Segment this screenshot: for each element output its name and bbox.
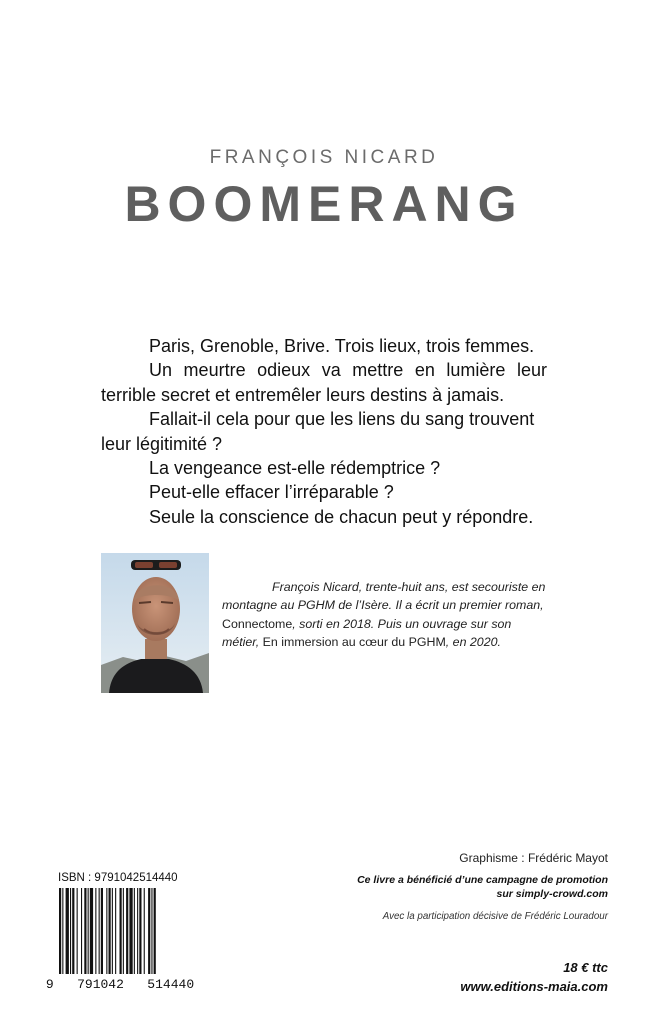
blurb-line: Fallait-il cela pour que les liens du sang trouvent leur légitimité ? (101, 409, 535, 454)
barcode-bar (62, 888, 63, 976)
barcode-bar (134, 888, 135, 976)
promotion-note (308, 873, 608, 901)
barcode-bar (144, 888, 145, 976)
barcode-digits: 9 791042 514440 (45, 977, 195, 992)
barcode (45, 888, 195, 993)
barcode-bar (81, 888, 82, 976)
barcode-bar (70, 888, 71, 976)
barcode-bar (106, 888, 107, 976)
barcode-bar (95, 888, 96, 976)
promotion-line: Ce livre a bénéficié d’une campagne de promotion (357, 874, 608, 886)
barcode-bar (112, 888, 113, 976)
bio-text: , sorti en 2018. Puis un ouvrage sur son métier, (222, 616, 512, 649)
barcode-bar (72, 888, 74, 976)
barcode-bar (137, 888, 138, 976)
barcode-bar (148, 888, 150, 976)
publisher-website: www.editions-maia.com (460, 979, 608, 994)
barcode-bar (99, 888, 100, 976)
promotion-line: sur simply-crowd.com (496, 888, 608, 900)
isbn-label: ISBN : 9791042514440 (58, 872, 178, 884)
author-name: FRANÇOIS NICARD (209, 147, 439, 168)
author-photo (101, 553, 209, 693)
barcode-bar (154, 888, 156, 976)
barcode-bar (84, 888, 86, 976)
barcode-bar (123, 888, 124, 976)
barcode-bar (109, 888, 111, 976)
bio-book-title: Connectome (222, 616, 293, 631)
barcode-bar (139, 888, 141, 976)
barcode-bar (88, 888, 89, 976)
barcode-bar (129, 888, 132, 976)
graphisme-credit: Graphisme : Frédéric Mayot (459, 851, 608, 865)
blurb-line: La vengeance est-elle rédemptrice ? (149, 458, 441, 479)
bio-text: François Nicard, trente-huit ans, est secouriste en montagne au PGHM de l’Isère. Il a écrit un premier roman, (222, 580, 546, 613)
barcode-bar (90, 888, 93, 976)
barcode-bar (126, 888, 128, 976)
participation-credit: Avec la participation décisive de Frédéric Louradour (382, 911, 608, 922)
barcode-bar (120, 888, 122, 976)
barcode-bar (115, 888, 116, 976)
barcode-bar (66, 888, 69, 976)
blurb-line: Seule la conscience de chacun peut y répondre. (149, 506, 534, 527)
bio-text: , en 2020. (445, 634, 501, 649)
back-cover-blurb (101, 334, 547, 529)
blurb-line: Peut-elle effacer l’irréparable ? (149, 482, 394, 503)
blurb-line: Un meurtre odieux va mettre en lumière leur terrible secret et entremêler leurs destins à jamais. (101, 360, 547, 405)
blurb-line: Paris, Grenoble, Brive. Trois lieux, trois femmes. (149, 336, 535, 356)
barcode-bar (59, 888, 61, 976)
bio-book-title: En immersion au cœur du PGHM (262, 634, 446, 649)
price: 18 € ttc (563, 960, 608, 975)
barcode-bar (151, 888, 152, 976)
barcode-bar (77, 888, 78, 976)
book-title: BOOMERANG (124, 176, 524, 232)
barcode-bar (101, 888, 103, 976)
author-bio (222, 578, 548, 651)
